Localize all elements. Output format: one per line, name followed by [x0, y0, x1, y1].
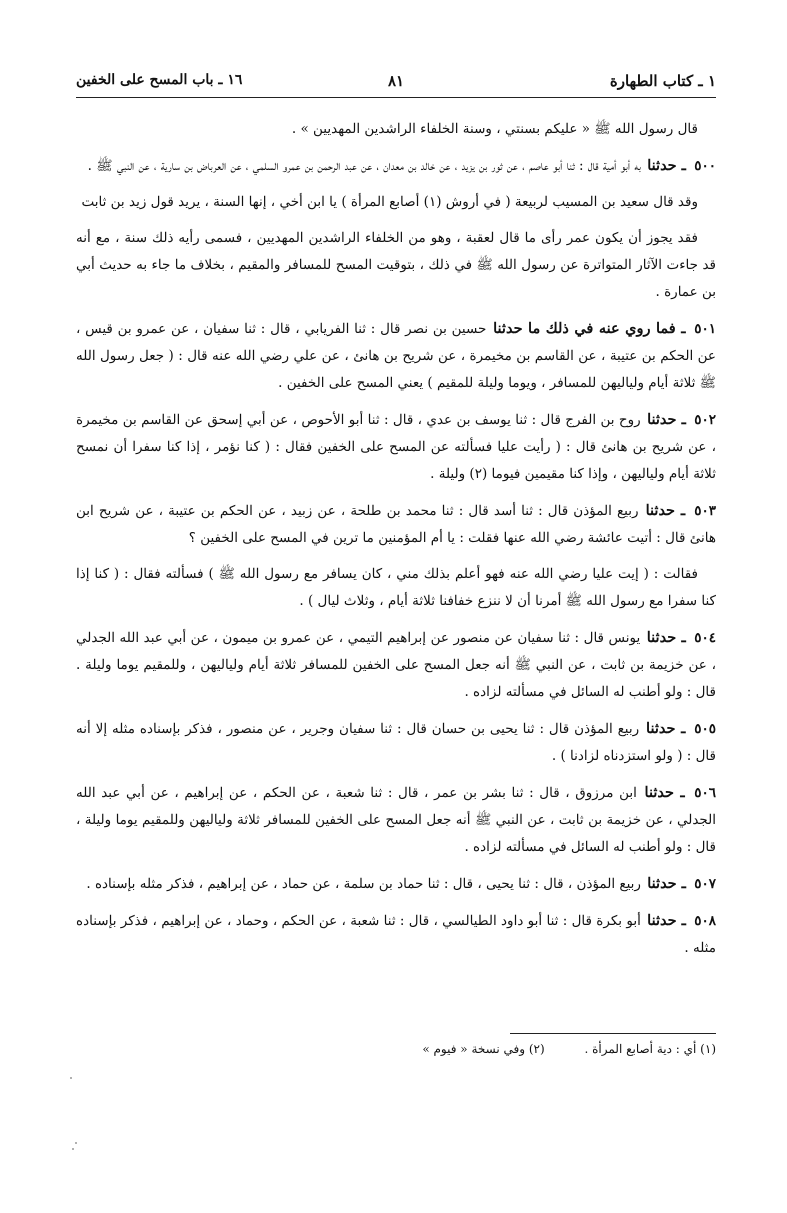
- hadith-504: [76, 624, 716, 706]
- hadith-text: حسين بن نصر قال : ثنا الفريابي ، قال : ثنا سفيان ، عن عمرو بن قيس ، عن الحكم بن عتيبة ، عن القاسم بن مخيمرة ، عن شريح بن هانئ ، عن علي رضي الله عنه قال : ( جعل رسول الله ﷺ ثلاثة أيام ولياليهن للمسافر ، ويوما وليلة للمقيم ) يعني المسح على الخفين .: [76, 321, 716, 391]
- hadith-text: ربيع المؤذن ، قال : ثنا يحيى ، قال : ثنا حماد بن سلمة ، عن حماد ، عن إبراهيم ، فذكر مثله بإسناده .: [86, 876, 641, 892]
- paragraph-answer: [76, 561, 716, 615]
- hadith-503: [76, 497, 716, 552]
- narration-keyword: ـ حدثنا: [646, 629, 686, 646]
- hadith-text: به أبو أمية قال : ثنا أبو عاصم ، عن ثور بن يزيد ، عن خالد بن معدان ، عن عبد الرحمن بن عمرو السلمي ، عن العرباض بن سارية ، عن النبي ﷺ .: [87, 158, 641, 174]
- hadith-text: أبو بكرة قال : ثنا أبو داود الطيالسي ، قال : ثنا شعبة ، عن الحكم ، وحماد ، عن إبراهيم ، فذكر بإسناده مثله .: [76, 913, 716, 956]
- scan-speck: [70, 1077, 72, 1079]
- section-title: ١٦ ـ باب المسح على الخفين: [76, 72, 243, 88]
- hadith-number: ٥٠٨: [694, 913, 716, 929]
- narration-keyword: ـ حدثنا: [646, 720, 686, 737]
- hadith-text: ربيع المؤذن قال : ثنا يحيى بن حسان قال : ثنا سفيان وجرير ، عن منصور ، فذكر بإسناده مثله إلا أنه قال : ( ولو استزدناه لزادنا ) .: [76, 721, 716, 764]
- narration-keyword: ـ حدثنا: [647, 157, 686, 174]
- paragraph-text: وقد قال سعيد بن المسيب لربيعة ( في أروش (١) أصابع المرأة ) يا ابن أخي ، إنها السنة ، يريد قول زيد بن ثابت: [81, 194, 698, 210]
- footnote-1: (١) أي : دية أصابع المرأة .: [584, 1042, 716, 1056]
- footnote-2: (٢) وفي نسخة « فيوم »: [422, 1042, 545, 1056]
- paragraph-text: فقالت : ( إيت عليا رضي الله عنه فهو أعلم بذلك مني ، كان يسافر مع رسول الله ﷺ ) فسألته فقال : ( كنا إذا كنا سفرا مع رسول الله ﷺ أمرنا أن لا ننزع خفافنا ثلاثة أيام ، وثلاث ليال ) .: [76, 566, 716, 609]
- hadith-number: ٥٠٠: [694, 158, 716, 174]
- scan-speck: [72, 1148, 74, 1150]
- hadith-text: روح بن الفرج قال : ثنا يوسف بن عدي ، قال : ثنا أبو الأحوص ، عن أبي إسحق عن القاسم بن مخيمرة ، عن شريح بن هانئ قال : ( رأيت عليا فسألته عن المسح على الخفين فقال : ( كنا نؤمر ، إذا كنا سفرا أن نمسح ثلاثة أيام ولياليهن ، وإذا كنا مقيمين فيوما (٢) وليلة .: [76, 412, 716, 482]
- hadith-number: ٥٠٤: [694, 630, 716, 646]
- narration-keyword: ـ فما روي عنه في ذلك ما حدثنا: [493, 320, 686, 337]
- narration-keyword: ـ حدثنا: [647, 875, 686, 892]
- paragraph-commentary-2: [76, 225, 716, 306]
- hadith-505: [76, 715, 716, 770]
- page-header: [76, 66, 716, 96]
- hadith-507: [76, 870, 716, 898]
- hadith-text: ربيع المؤذن قال : ثنا أسد قال : ثنا محمد بن طلحة ، عن زبيد ، عن الحكم بن عتيبة ، عن شريح ابن هانئ قال : أتيت عائشة رضي الله عنها فقلت : يا أم المؤمنين ما ترين في المسح على الخفين ؟: [76, 503, 716, 546]
- hadith-text: ابن مرزوق ، قال : ثنا بشر بن عمر ، قال : ثنا شعبة ، عن الحكم ، عن إبراهيم ، عن أبي عبد الله الجدلي ، عن خزيمة بن ثابت ، عن النبي ﷺ أنه جعل المسح على الخفين للمسافر ثلاثة ولياليهن وللمقيم يوما وليلة ، قال : ولو أطنب له السائل في مسألته لزاده .: [76, 785, 716, 855]
- header-divider: [76, 97, 716, 98]
- hadith-number: ٥٠٢: [694, 412, 717, 428]
- narration-keyword: ـ حدثنا: [644, 784, 685, 801]
- hadith-number: ٥٠١: [694, 321, 716, 337]
- chapter-title: ١ ـ كتاب الطهارة: [609, 72, 716, 90]
- paragraph-commentary-1: [76, 189, 716, 216]
- hadith-500: [76, 152, 716, 180]
- footnote-divider: [510, 1033, 716, 1034]
- paragraph-text: قال رسول الله ﷺ « عليكم بسنتي ، وسنة الخلفاء الراشدين المهديين » .: [291, 121, 698, 137]
- page-number: ٨١: [387, 72, 405, 90]
- hadith-number: ٥٠٧: [694, 876, 716, 892]
- hadith-text: يونس قال : ثنا سفيان عن منصور عن إبراهيم التيمي ، عن عمرو بن ميمون ، عن أبي عبد الله الجدلي ، عن خزيمة بن ثابت ، عن النبي ﷺ أنه جعل المسح على الخفين للمسافر ثلاثة أيام ولياليهن ، وللمقيم يوما وليلة . قال : ولو أطنب له السائل في مسألته لزاده .: [76, 630, 716, 700]
- narration-keyword: ـ حدثنا: [647, 411, 686, 428]
- paragraph-intro: [76, 116, 716, 143]
- narration-keyword: ـ حدثنا: [647, 912, 686, 929]
- hadith-506: [76, 779, 716, 861]
- main-text: [76, 116, 716, 971]
- hadith-502: [76, 406, 716, 488]
- narration-keyword: ـ حدثنا: [645, 502, 686, 519]
- hadith-number: ٥٠٣: [694, 503, 716, 519]
- scan-speck: [75, 1142, 77, 1144]
- paragraph-text: فقد يجوز أن يكون عمر رأى ما قال لعقبة ، وهو من الخلفاء الراشدين المهديين ، فسمى رأيه ذلك سنة ، مع أنه قد جاءت الآثار المتواترة عن رسول الله ﷺ في ذلك ، بتوقيت المسح للمسافر والمقيم ، بخلاف ما جاء به حديث أبي بن عمارة .: [76, 230, 716, 300]
- hadith-508: [76, 907, 716, 962]
- footnotes: [76, 1042, 716, 1056]
- hadith-501: [76, 315, 716, 397]
- hadith-number: ٥٠٥: [694, 721, 717, 737]
- hadith-number: ٥٠٦: [694, 785, 716, 801]
